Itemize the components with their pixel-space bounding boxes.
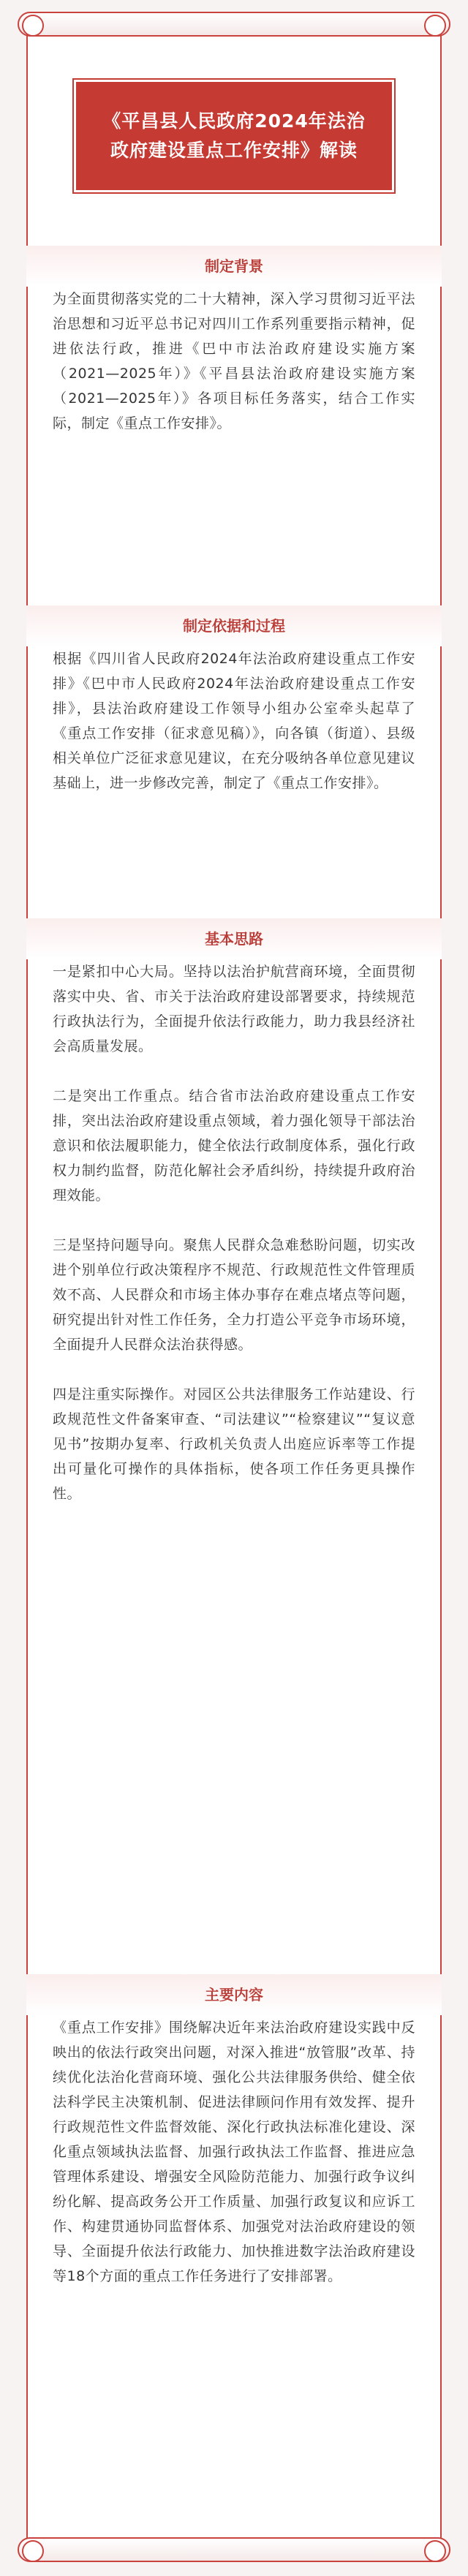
- title-banner: [76, 82, 392, 190]
- roll-curl-right: [424, 15, 446, 37]
- roll-curl-left: [22, 2540, 44, 2562]
- page-title: 《平昌县人民政府2024年法治政府建设重点工作安排》解读: [102, 110, 366, 161]
- paragraph: 为全面贯彻落实党的二十大精神，深入学习贯彻习近平法治思想和习近平总书记对四川工作系列重要指示精神，促进依法行政，推进《巴中市法治政府建设实施方案（2021—2025年）》《平昌县法治政府建设实施方案（2021—2025年）》各项目标任务落实，结合工作实际，制定《重点工作安排》。: [53, 291, 415, 431]
- section-heading: 主要内容: [205, 1986, 263, 2003]
- roll-curl-left: [22, 15, 44, 37]
- section-main-content: [53, 1974, 415, 2289]
- section-heading: 制定背景: [205, 257, 263, 275]
- section-heading: 基本思路: [205, 930, 263, 948]
- section-heading: 制定依据和过程: [183, 617, 285, 635]
- scroll-roll-top: [18, 12, 450, 37]
- paragraph: 根据《四川省人民政府2024年法治政府建设重点工作安排》《巴中市人民政府2024年法治政府建设重点工作安排》，县法治政府建设工作领导小组办公室牵头起草了《重点工作安排（征求意见稿）》，向各镇（街道）、县级相关单位广泛征求意见建议，在充分吸纳各单位意见建议基础上，进一步修改完善，制定了《重点工作安排》。: [53, 651, 415, 791]
- section-background: [53, 246, 415, 436]
- paragraph: 四是注重实际操作。对园区公共法律服务工作站建设、行政规范性文件备案审查、“司法建议”“检察建议”“复议意见书”按期办复率、行政机关负责人出庭应诉率等工作提出可量化可操作的具体指标，使各项工作任务更具操作性。: [53, 1386, 415, 1502]
- section-basic-ideas: [53, 918, 415, 1506]
- section-basis-process: [53, 605, 415, 796]
- section-heading-block: [53, 918, 415, 959]
- paragraph: 三是坚持问题导向。聚焦人民群众急难愁盼问题，切实改进个别单位行政决策程序不规范、行政规范性文件管理质效不高、人民群众和市场主体办事存在难点堵点等问题，研究提出针对性工作任务，全力打造公平竞争市场环境，全面提升人民群众法治获得感。: [53, 1237, 415, 1353]
- paragraph: 《重点工作安排》围绕解决近年来法治政府建设实践中反映出的依法行政突出问题，对深入推进“放管服”改革、持续优化法治化营商环境、强化公共法律服务供给、健全依法科学民主决策机制、促进法律顾问作用有效发挥、提升行政规范性文件监督效能、深化行政执法标准化建设、深化重点领域执法监督、加强行政执法工作监督、推进应急管理体系建设、增强安全风险防范能力、加强行政争议纠纷化解、提高政务公开工作质量、加强行政复议和应诉工作、构建贯通协同监督体系、加强党对法治政府建设的领导、全面提升依法行政能力、加快推进数字法治政府建设等18个方面的重点工作任务进行了安排部署。: [53, 2020, 415, 2284]
- roll-curl-right: [424, 2540, 446, 2562]
- section-heading-block: [53, 1974, 415, 2015]
- paragraph: 二是突出工作重点。结合省市法治政府建设重点工作安排，突出法治政府建设重点领域，着力强化领导干部法治意识和依法履职能力，健全依法行政制度体系，强化行政权力制约监督，防范化解社会矛盾纠纷，持续提升政府治理效能。: [53, 1088, 415, 1204]
- scroll-roll-bottom: [18, 2537, 450, 2562]
- section-heading-block: [53, 605, 415, 646]
- paragraph: 一是紧扣中心大局。坚持以法治护航营商环境，全面贯彻落实中央、省、市关于法治政府建设部署要求，持续规范行政执法行为，全面提升依法行政能力，助力我县经济社会高质量发展。: [53, 964, 415, 1054]
- section-heading-block: [53, 246, 415, 287]
